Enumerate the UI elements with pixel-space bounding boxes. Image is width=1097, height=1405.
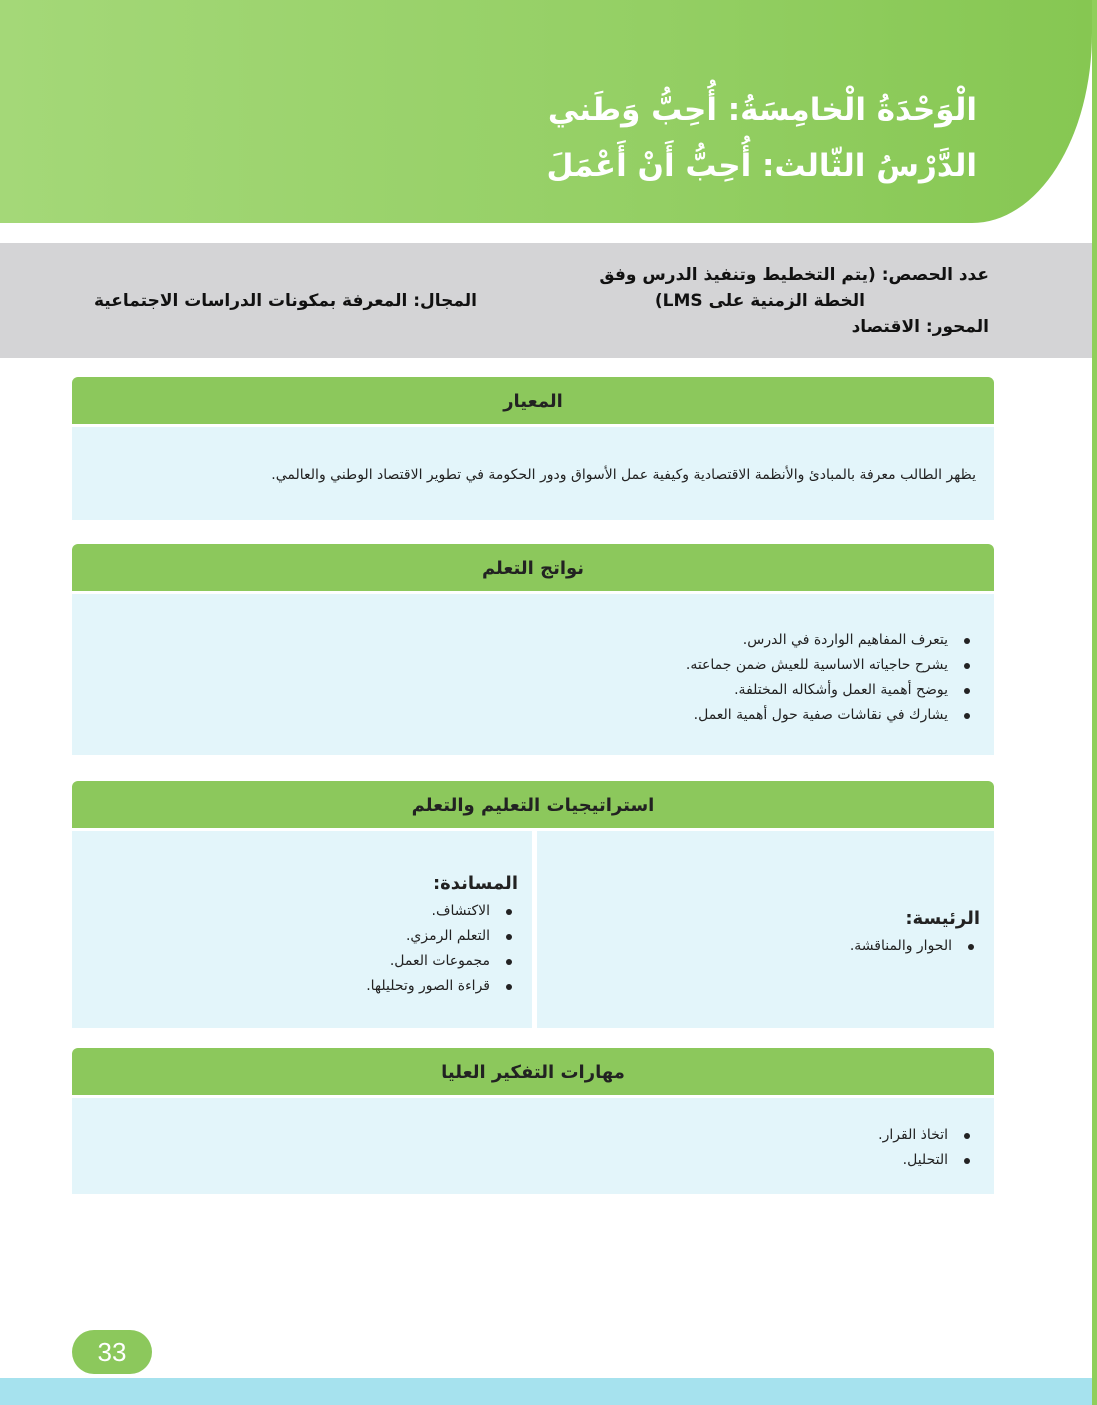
unit-title: الْوَحْدَةُ الْخامِسَةُ: أُحِبُّ وَطَني (547, 92, 977, 128)
page-number: 33 (72, 1330, 152, 1374)
axis-label: المحور: الاقتصاد (851, 317, 989, 337)
list-item: اتخاذ القرار. (82, 1123, 948, 1148)
column-divider (532, 831, 537, 1028)
strategies-section (72, 781, 994, 1028)
lesson-title: الدَّرْسُ الثّالث: أُحِبُّ أَنْ أَعْمَلَ (546, 148, 977, 184)
list-item: التحليل. (82, 1148, 948, 1173)
list-item: التعلم الرمزي. (98, 924, 490, 949)
main-strategies-title: الرئيسة: (905, 908, 980, 929)
domain-label: المجال: المعرفة بمكونات الدراسات الاجتماعية (93, 291, 477, 311)
main-strategies (560, 906, 980, 959)
hots-section (72, 1048, 994, 1194)
outcomes-heading: نواتج التعلم (72, 544, 994, 594)
support-strategies-title: المساندة: (432, 873, 518, 894)
standard-section (72, 377, 994, 520)
hots-list (82, 1123, 976, 1173)
outcomes-section (72, 544, 994, 755)
hots-body (72, 1098, 994, 1194)
standard-text: يظهر الطالب معرفة بالمبادئ والأنظمة الاقتصادية وكيفية عمل الأسواق ودور الحكومة في تطوير الاقتصاد الوطني والعالمي. (271, 467, 976, 483)
standard-heading: المعيار (72, 377, 994, 427)
list-item: يتعرف المفاهيم الواردة في الدرس. (82, 628, 948, 653)
list-item: يشرح حاجياته الاساسية للعيش ضمن جماعته. (82, 653, 948, 678)
standard-body (72, 427, 994, 520)
list-item: الاكتشاف. (98, 899, 490, 924)
footer-bar (0, 1378, 1092, 1405)
list-item: يشارك في نقاشات صفية حول أهمية العمل. (82, 703, 948, 728)
sessions-line-2: الخطة الزمنية على LMS) (654, 291, 865, 311)
strategies-heading: استراتيجيات التعليم والتعلم (72, 781, 994, 831)
support-strategies-list (98, 899, 518, 999)
lesson-info (559, 262, 989, 340)
strategies-body (72, 831, 994, 1028)
list-item: الحوار والمناقشة. (560, 934, 952, 959)
outcomes-body (72, 594, 994, 755)
main-strategies-list (560, 934, 980, 959)
outcomes-list (82, 628, 976, 728)
sessions-line-1: عدد الحصص: (يتم التخطيط وتنفيذ الدرس وفق (599, 265, 989, 285)
list-item: مجموعات العمل. (98, 949, 490, 974)
hots-heading: مهارات التفكير العليا (72, 1048, 994, 1098)
list-item: يوضح أهمية العمل وأشكاله المختلفة. (82, 678, 948, 703)
right-edge-strip (1092, 0, 1097, 1405)
list-item: قراءة الصور وتحليلها. (98, 974, 490, 999)
support-strategies (98, 871, 518, 999)
